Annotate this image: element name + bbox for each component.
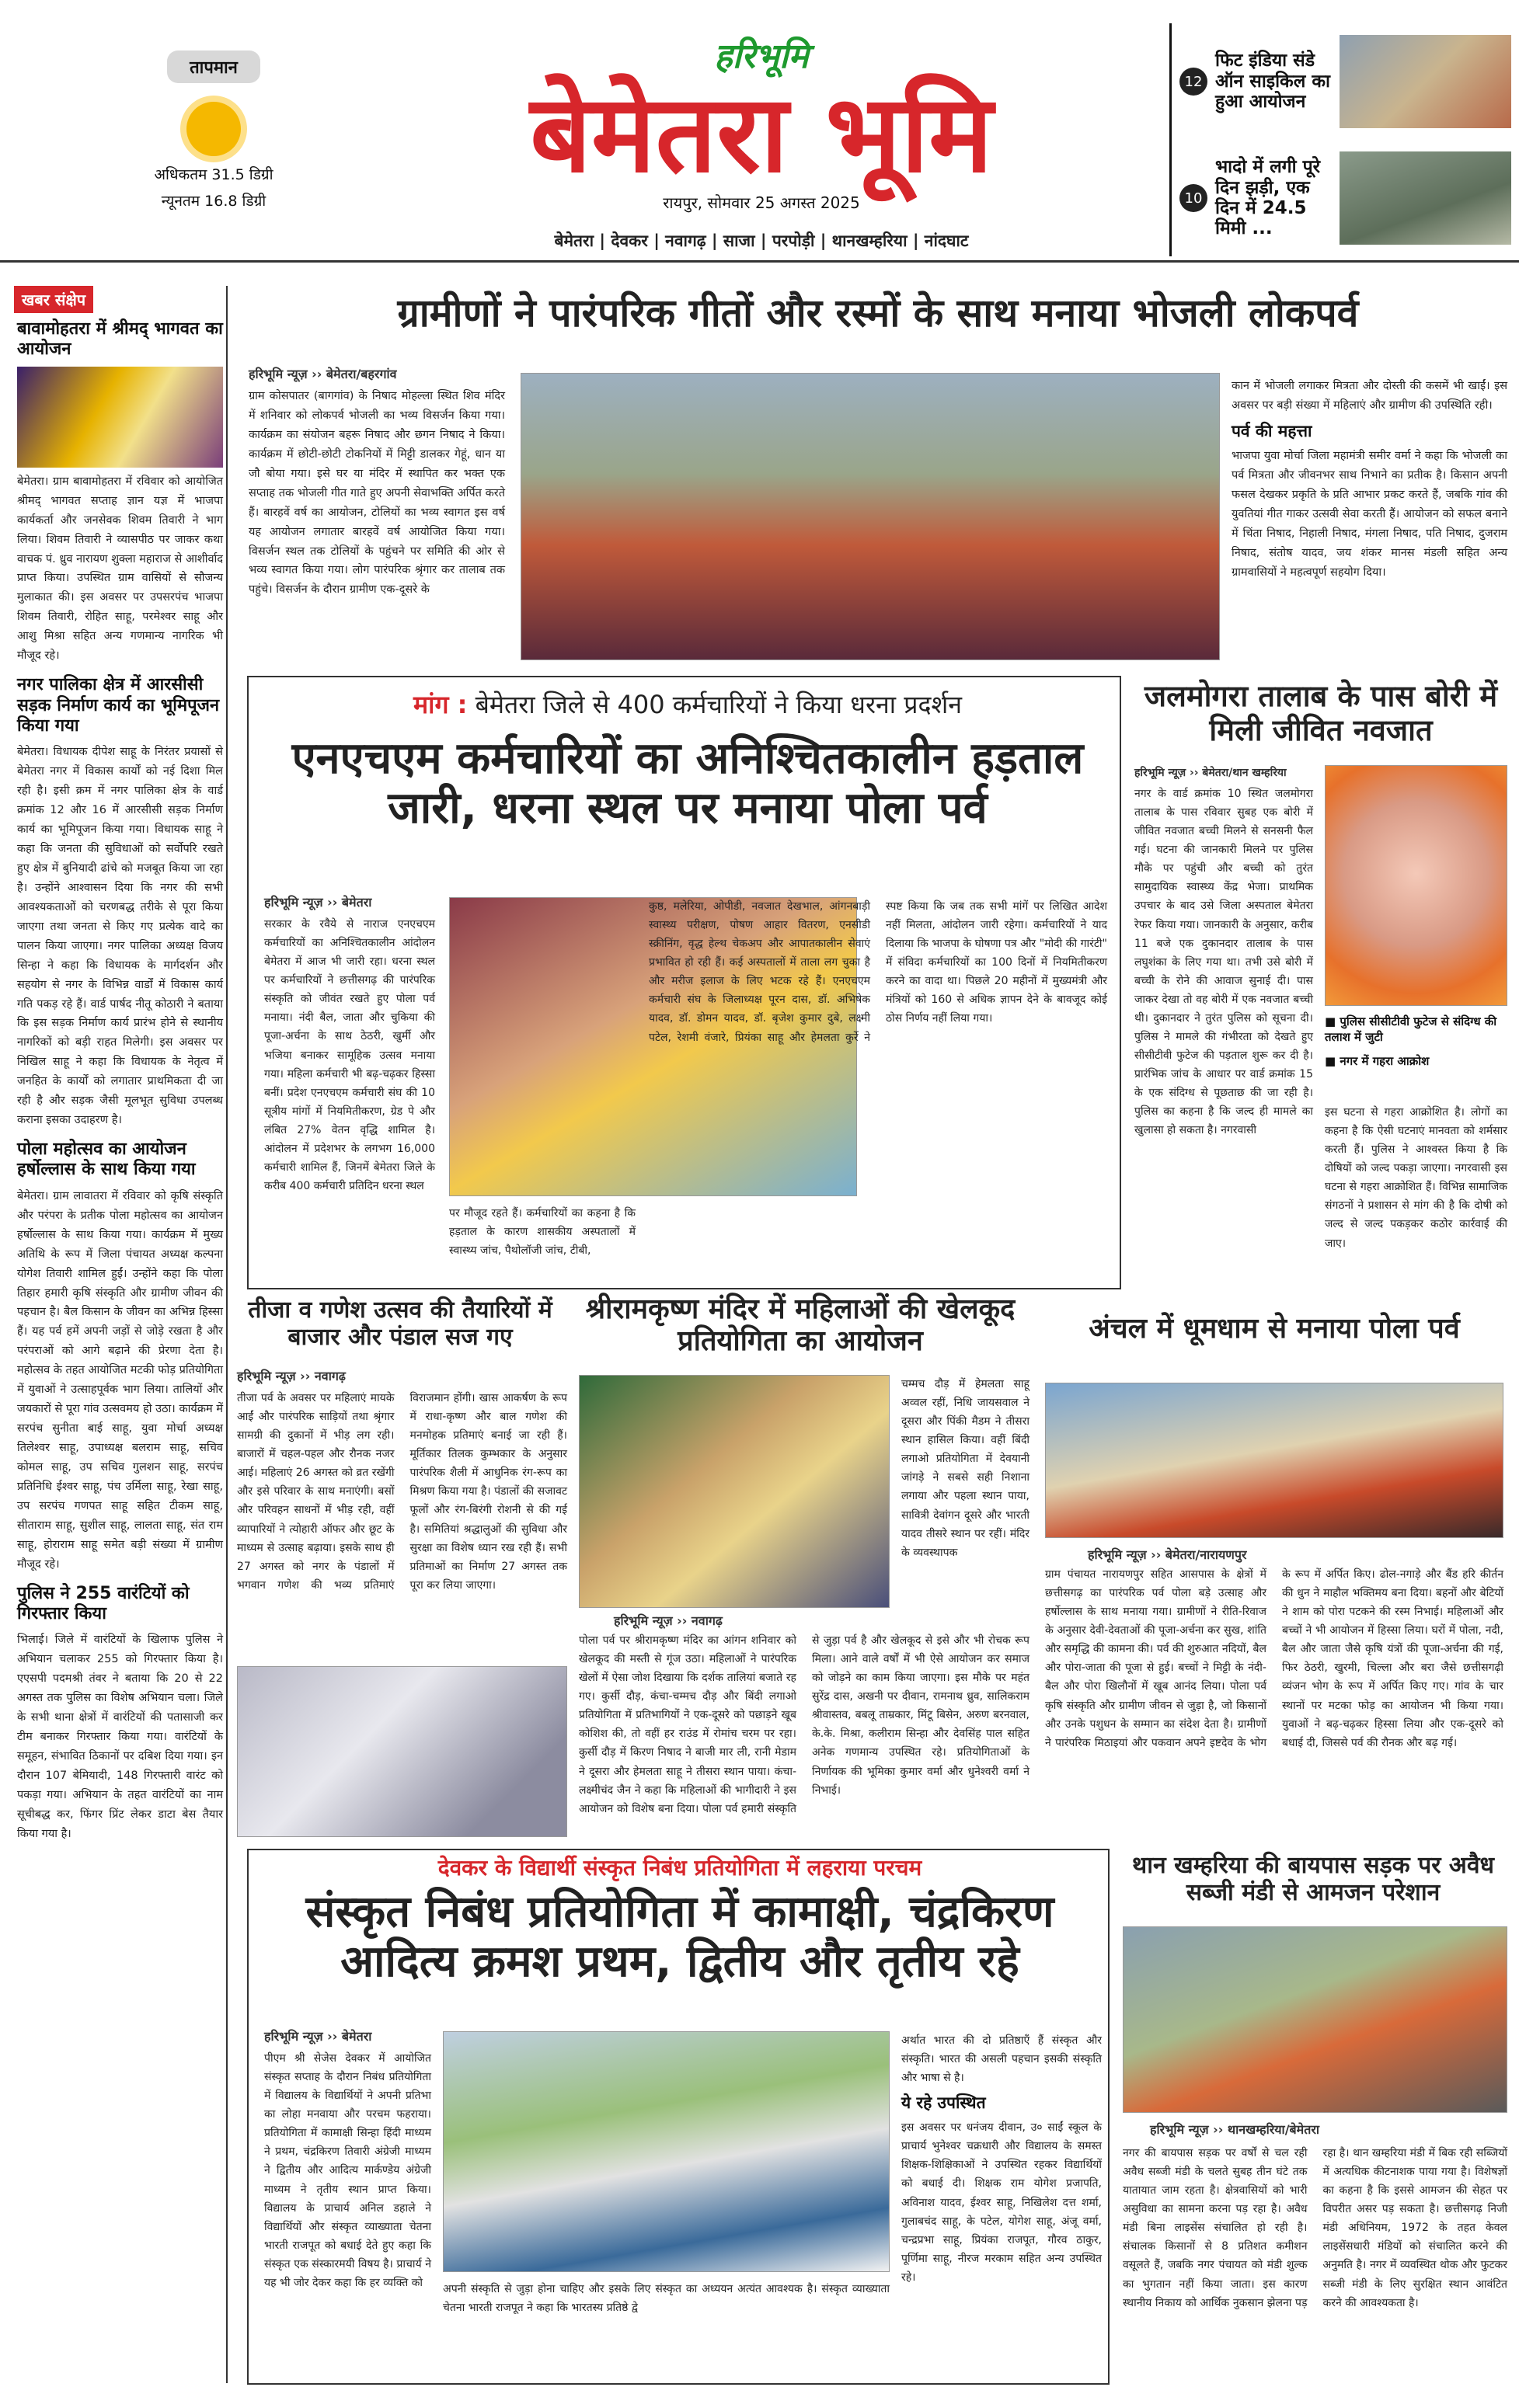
page-number-badge: 10 [1179, 184, 1207, 212]
teej-body: तीजा पर्व के अवसर पर महिलाएं मायके आईं और पारंपरिक साड़ियों तथा श्रृंगार सामग्री की दुकानों में भीड़ लग रही। बाजारों में चहल-पहल और रौनक नजर आई। महिलाएं 26 अगस्त को व्रत रखेंगी और इसे परिवार के साथ मनाएंगी। बसों और परिवहन साधनों में भीड़ रही, वहीं व्यापारियों ने त्योहारी ऑफर और छूट के माध्यम से उत्साह बढ़ाया। इसके साथ ही 27 अगस्त को नगर के पंडालों में भगवान गणेश की भव्य प्रतिमाएं विराजमान होंगी। खास आकर्षण के रूप में राधा-कृष्ण और बाल गणेश की मनमोहक प्रतिमाएं बनाई जा रही हैं। मूर्तिकार तिलक कुम्भकार के अनुसार पारंपरिक शैली में आधुनिक रंग-रूप का मिश्रण किया गया है। पंडालों की सजावट फूलों और रंग-बिरंगी रोशनी से की गई है। समितियां श्रद्धालुओं की सुविधा और सुरक्षा का विशेष ध्यान रख रही हैं। सभी प्रतिमाओं का निर्माण 27 अगस्त तक पूरा कर लिया जाएगा। [237, 1392, 567, 1592]
bypass-photo [1123, 1926, 1507, 2113]
byline: हरिभूमि न्यूज़ ›› थानखम्हरिया/बेमेतरा [1150, 2122, 1320, 2137]
news-brief-column [14, 286, 228, 2383]
brief-body: बेमेतरा। ग्राम लावातरा में रविवार को कृषि संस्कृति और परंपरा के प्रतीक पोला महोत्सव का आयोजन हर्षोल्लास के साथ किया गया। कार्यक्रम में मुख्य अतिथि के रूप में जिला पंचायत अध्यक्ष कल्पना योगेश तिवारी शामिल हुईं। उन्होंने कहा कि पोला तिहार हमारी कृषि संस्कृति और ग्रामीण जीवन की पहचान है। बैल किसान के जीवन का अभिन्न हिस्सा हैं। यह पर्व हमें अपनी जड़ों से जोड़े रखता है और परंपराओं को आगे बढ़ाने की प्रेरणा देता है। महोत्सव के तहत आयोजित मटकी फोड़ प्रतियोगिता में युवाओं ने उत्साहपूर्वक भाग लिया। तालियों और जयकारों से पूरा गांव उत्सवमय हो उठा। कार्यक्रम में सरपंच सुनीता बाई साहू, युवा मोर्चा अध्यक्ष तिलेश्वर साहू, उपाध्यक्ष बलराम साहू, सचिव कोमल साहू, उप सचिव गुलशन साहू, सरपंच प्रतिनिधि ईश्वर साहू, पंच उर्मिला साहू, रेखा साहू, उप सरपंच गणपत साहू सहित टीकम साहू, सीताराम साहू, सुशील साहू, लालता साहू, संत राम साहू, होराराम साहू समेत बड़ी संख्या में ग्रामीण मौजूद रहे। [17, 1189, 223, 1571]
baby-body: नगर के वार्ड क्रमांक 10 स्थित जलमोगरा तालाब के पास रविवार सुबह एक बोरी में जीवित नवजात बच्ची मिलने से सनसनी फैल गई। घटना की जानकारी मिलने पर पुलिस मौके पर पहुंची और बच्ची को तुरंत सामुदायिक स्वास्थ्य केंद्र भेजा। प्राथमिक उपचार के बाद उसे जिला अस्पताल बेमेतरा रेफर किया गया। जानकारी के अनुसार, करीब 11 बजे एक दुकानदार तालाब के पास लघुशंका के लिए गया था। तभी उसे बोरी में बच्ची के रोने की आवाज सुनाई दी। पास जाकर देखा तो वह बोरी में एक नवजात बच्ची थी। दुकानदार ने तुरंत पुलिस को सूचना दी। पुलिस ने मामले की गंभीरता को देखते हुए सीसीटीवी फुटेज की पड़ताल शुरू कर दी है। प्रारंभिक जांच के आधार पर वार्ड क्रमांक 15 के एक संदिग्ध से पूछताछ की जा रही है। पुलिस का कहना है कि जल्द ही मामले का खुलासा हो सकता है। नगरवासी [1134, 788, 1313, 1137]
teaser-photo [1340, 151, 1511, 245]
teaser-item[interactable] [1172, 140, 1511, 256]
sanskrit-article-left [264, 2027, 431, 2377]
bullet-text: पुलिस सीसीटीवी फुटेज से संदिग्ध की तलाश में जुटी [1325, 1014, 1497, 1045]
bypass-headline: थान खम्हरिया की बायपास सड़क पर अवैध सब्जी मंडी से आमजन परेशान [1132, 1852, 1494, 1906]
sanskrit-article-right [901, 2031, 1102, 2381]
brand-title: बेमेतरा भूमि [530, 70, 993, 197]
lead-article-right [1232, 377, 1507, 672]
ramkrishna-body-right: चम्मच दौड़ में हेमलता साहू अव्वल रहीं, निधि जायसवाल ने दूसरा और पिंकी मैडम ने तीसरा स्थान हासिल किया। वहीं बिंदी लगाओ प्रतियोगिता में देवयानी जांगड़े ने सबसे सही निशाना लगाया और पहला स्थान पाया, सावित्री देवांगन दूसरे और भारती यादव तीसरे स्थान पर रहीं। मंदिर के व्यवस्थापक [901, 1378, 1030, 1559]
temp-min: न्यूनतम 16.8 डिग्री [161, 193, 267, 210]
teaser-box [1169, 23, 1511, 256]
byline: हरिभूमि न्यूज़ ›› बेमेतरा/बहरगांव [249, 367, 397, 381]
kicker-label: मांग : [413, 690, 468, 719]
sanskrit-body-left: पीएम श्री सेजेस देवकर में आयोजित संस्कृत सप्ताह के दौरान निबंध प्रतियोगिता में विद्यालय के विद्यार्थियों ने अपनी प्रतिभा का लोहा मनवाया और परचम फहराया। प्रतियोगिता में कामाक्षी सिन्हा हिंदी माध्यम ने प्रथम, चंद्रकिरण तिवारी अंग्रेजी माध्यम ने द्वितीय और आदित्य मार्कण्डेय अंग्रेजी माध्यम ने तृतीय स्थान प्राप्त किया। विद्यालय के प्राचार्य अनिल डहाले ने विद्यार्थियों और संस्कृत व्याख्याता चेतना भारती राजपूत को बधाई देते हुए कहा कि संस्कृत एक संस्कारमयी विषय है। प्राचार्य ने यह भी जोर देकर कहा कि हर व्यक्ति को [264, 2052, 431, 2289]
nhm-caption: पर मौजूद रहते हैं। कर्मचारियों का कहना है कि हड़ताल के कारण शासकीय अस्पतालों में स्वास्थ्य जांच, पैथोलॉजी जांच, टीबी, [449, 1207, 636, 1258]
lead-headline: ग्रामीणों ने पारंपरिक गीतों और रस्मों के साथ मनाया भोजली लोकपर्व [397, 291, 1359, 336]
teej-photo [237, 1666, 567, 1837]
subhead: पर्व की महत्ता [1232, 421, 1312, 440]
baby-headline: जलमोगरा तालाब के पास बोरी में मिली जीवित नवजात [1144, 679, 1498, 747]
brief-headline: पुलिस ने 255 वारंटियों को गिरफ्तार किया [17, 1583, 190, 1623]
brief-headline: नगर पालिका क्षेत्र में आरसीसी सड़क निर्माण कार्य का भूमिपूजन किया गया [17, 675, 220, 736]
teej-article [237, 1367, 567, 1662]
weather-label: तापमान [167, 50, 260, 83]
brief-body: भिलाई। जिले में वारंटियों के खिलाफ पुलिस ने अभियान चलाकर 255 को गिरफ्तार किया है। एएसपी पदमश्री तंवर ने बताया कि 20 से 22 अगस्त तक पुलिस का विशेष अभियान चला। जिले के सभी थाना क्षेत्रों में वारंटियों की पतासाजी कर टीम बनाकर गिरफ्तार किया गया। वारंटियों के समूहन, संभावित ठिकानों पर दबिश दिया गया। इन दौरान 107 बेमियादी, 148 गिरफ्तारी वारंट को पकड़ा गया। अभियान के तहत वारंटियों का नाम सूचीबद्ध कर, फिंगर प्रिंट लेकर डाटा बेस तैयार किया गया है। [17, 1634, 223, 1840]
ramkrishna-photo [579, 1375, 890, 1608]
lead-article [249, 365, 505, 660]
nhm-kicker-line [264, 687, 1111, 721]
nhm-kicker: बेमेतरा जिले से 400 कर्मचारियों ने किया धरना प्रदर्शन [475, 690, 962, 719]
temp-max: अधिकतम 31.5 डिग्री [154, 166, 273, 183]
bullet-item: ■ नगर में गहरा आक्रोश [1325, 1053, 1430, 1068]
pola-photo [1045, 1383, 1503, 1538]
lead-body-right2: भाजपा युवा मोर्चा जिला महामंत्री समीर वर्मा ने कहा कि भोजली का पर्व मित्रता और जीवनभर साथ निभाने का प्रतीक है। किसान अपनी फसल देखकर प्रकृति के प्रति आभार प्रकट करते हैं, जबकि गांव की युवतियां गीत गाकर उत्सवी सेवा करती हैं। आयोजन को सफल बनाने में चिंता निषाद, निहाली निषाद, मंगला निषाद, पति निषाद, दुजराम निषाद, संतोष यादव, जय शंकर मानस मंडली सहित अन्य ग्रामवासियों ने महत्वपूर्ण सहयोग दिया। [1232, 449, 1507, 579]
bullet-text: नगर में गहरा आक्रोश [1340, 1053, 1430, 1068]
lead-body: ग्राम कोसपातर (बागगांव) के निषाद मोहल्ला स्थित शिव मंदिर में शनिवार को लोकपर्व भोजली का भव्य विसर्जन किया गया। कार्यक्रम का संयोजन बहरू निषाद और छगन निषाद ने किया। कार्यक्रम में छोटी-छोटी टोकनियों में मिट्टी डालकर गेहूं, धान या जौ बोया गया। इसे घर या मंदिर में स्थापित कर भक्त एक सप्ताह तक भोजली गीत गाते हुए अपनी सेवाभक्ति अर्पित करते हैं। बारहवें वर्ष का आयोजन, टोलियों का भव्य स्वागत इस वर्ष यह आयोजन लगातार बारहवें वर्ष आयोजित किया गया। विसर्जन स्थल तक टोलियों के पहुंचने पर समिति की ओर से भव्य स्वागत किया गया। लोग पारंपरिक श्रृंगार कर तालाब तक पहुंचे। विसर्जन के दौरान ग्रामीण एक-दूसरे के [249, 390, 505, 597]
nhm-body-left: सरकार के रवैये से नाराज एनएचएम कर्मचारियों का अनिश्चितकालीन आंदोलन बेमेतरा में आज भी जारी रहा। धरना स्थल पर कर्मचारियों ने छत्तीसगढ़ की पारंपरिक संस्कृति को जीवंत रखते हुए पोला पर्व मनाया। नंदी बैल, जाता और चुकिया की पूजा-अर्चना के साथ ठेठरी, खुर्मी और भजिया बनाकर सामूहिक उत्सव मनाया गया। महिला कर्मचारी भी बढ़-चढ़कर हिस्सा बनीं। प्रदेश एनएचएम कर्मचारी संघ की 10 सूत्रीय मांगों में नियमितीकरण, ग्रेड पे और लंबित 27% वेतन वृद्धि शामिल है। आंदोलन में प्रदेशभर के लगभग 16,000 कर्मचारी शामिल हैं, जिनमें बेमेतरा जिले के करीब 400 कर्मचारी प्रतिदिन धरना स्थल [264, 918, 435, 1193]
brief-body: बेमेतरा। विधायक दीपेश साहू के निरंतर प्रयासों से बेमेतरा नगर में विकास कार्यों को नई दिशा मिल रही है। इसी क्रम में नगर पालिका क्षेत्र के वार्ड क्रमांक 12 और 16 में आरसीसी सड़क निर्माण कार्य का भूमिपूजन किया गया। विधायक साहू ने कहा कि जनता की सुविधाओं को सर्वोपरि रखते हुए क्षेत्र में बुनियादी ढांचे को मजबूत किया जा रहा है। उन्होंने आश्वासन दिया कि नगर की सभी आवश्यकताओं को चरणबद्ध तरीके से पूरा किया जाएगा तथा जनता से किए गए प्रत्येक वादे का पालन किया जाएगा। नगर पालिका अध्यक्ष विजय सिन्हा ने कहा कि विधायक के मार्गदर्शन और सहयोग से नगर के विभिन्न वार्डों में विकास कार्य गति पकड़ रहे हैं। वार्ड पार्षद नीतू कोठारी ने बताया कि इस सड़क निर्माण कार्य प्रारंभ होने से स्थानीय नागरिकों को बड़ी राहत मिलेगी। इस अवसर पर निखिल साहू ने कहा कि विधायक के नेतृत्व में जनहित के कार्यों को लगातार प्राथमिकता दी जा रही है और सड़क जैसी मूलभूत सुविधा उपलब्ध कराना इसका उदाहरण है। [17, 746, 223, 1127]
byline: हरिभूमि न्यूज़ ›› बेमेतरा/थान खम्हरिया [1134, 767, 1287, 779]
pola-body: ग्राम पंचायत नारायणपुर सहित आसपास के क्षेत्रों में छत्तीसगढ़ का पारंपरिक पर्व पोला बड़े उत्साह और हर्षोल्लास के साथ मनाया गया। ग्रामीणों ने रीति-रिवाज के अनुसार देवी-देवताओं की पूजा-अर्चना कर सुख, शांति और समृद्धि की कामना की। पर्व की शुरुआत नदियों, बैल और पोरा-जाता की पूजा से हुई। बच्चों ने मिट्टी के नंदी-बैल और पोरा खिलौनों में खूब आनंद लिया। पोला पर्व कृषि संस्कृति और ग्रामीण जीवन से जुड़ा है, जो किसानों और उनके पशुधन के सम्मान का संदेश देता है। ग्रामीणों ने पारंपरिक मिठाइयां और पकवान अपने इष्टदेव के भोग के रूप में अर्पित किए। ढोल-नगाड़े और बैंड हरि कीर्तन की धुन ने माहौल भक्तिमय बना दिया। बहनों और बेटियों ने शाम को पोरा पटकने की रस्म निभाई। महिलाओं और बच्चों ने भी आयोजन में हिस्सा लिया। घरों में पोला, नदी, बैल और जाता जैसे कृषि यंत्रों की पूजा-अर्चना की गई, फिर ठेठरी, खुरमी, चिल्ला और बरा जैसे छत्तीसगढ़ी व्यंजन भोग के रूप में अर्पित किए गए। गांव के चार स्थानों पर मटका फोड़ का आयोजन भी किया गया। युवाओं ने बढ़-चढ़कर हिस्सा लिया और एक-दूसरे को बधाई दी, जिससे पर्व की रौनक और बढ़ गई। [1045, 1568, 1503, 1749]
brief-headline: पोला महोत्सव का आयोजन हर्षोल्लास के साथ किया गया [17, 1140, 196, 1180]
byline: हरिभूमि न्यूज़ ›› बेमेतरा [264, 2029, 372, 2044]
byline: हरिभूमि न्यूज़ ›› बेमेतरा/नारायणपुर [1088, 1547, 1247, 1562]
weather-box [117, 50, 311, 229]
nhm-article-left [264, 893, 435, 1282]
town-list: बेमेतरा | देवकर | नवागढ़ | साजा | परपोड़ी | थानखम्हरिया | नांदघाट [554, 231, 969, 250]
baby-photo [1325, 765, 1507, 1006]
teaser-title: भादो में लगी पूरे दिन झड़ी, एक दिन में 24.5 मिमी ... [1215, 157, 1321, 239]
teaser-title: फिट इंडिया संडे ऑन साइकिल का हुआ आयोजन [1215, 50, 1330, 113]
sanskrit-body-right2: इस अवसर पर धनंजय दीवान, उ० साईं स्कूल के प्राचार्य भुनेश्वर चक्रधारी और विद्यालय के समस्त शिक्षक-शिक्षिकाओं ने उपस्थित रहकर विद्यार्थियों को बधाई दी। शिक्षक राम योगेश प्रजापति, अविनाश यादव, ईश्वर साहू, निखिलेश दत्त शर्मा, गुलाबचंद साहू, के पटेल, योगेश साहू, अंजू वर्मा, चन्द्रप्रभा साहू, प्रियंका राजपूत, गौरव ठाकुर, पूर्णिमा साहू, नीरज मरकाम सहित अन्य उपस्थित रहे। [901, 2121, 1102, 2284]
bullet-item: ■ पुलिस सीसीटीवी फुटेज से संदिग्ध की तलाश में जुटी [1325, 1014, 1497, 1045]
sun-icon [186, 102, 241, 156]
teej-headline: तीजा व गणेश उत्सव की तैयारियों में बाजार और पंडाल सज गए [248, 1296, 552, 1351]
masthead [435, 31, 1088, 249]
nhm-body-right: कुष्ठ, मलेरिया, ओपीडी, नवजात देखभाल, आंगनबाड़ी स्वास्थ्य परीक्षण, पोषण आहार वितरण, एनसीडी स्क्रीनिंग, वृद्ध हेल्थ चेकअप और आपातकालीन सेवाएं प्रभावित हो रही हैं। कई अस्पतालों में ताला लग चुका है और मरीज इलाज के लिए भटक रहे हैं। एनएचएम कर्मचारी संघ के जिलाध्यक्ष पूरन दास, डॉ. अभिषेक यादव, डॉ. डोमन यादव, डॉ. बृजेश कुमार दुबे, लक्ष्मी पटेल, रेशमी वंजारे, प्रियंका साहू और हेमलता कुर्रे ने स्पष्ट किया कि जब तक सभी मांगें पर लिखित आदेश नहीं मिलता, आंदोलन जारी रहेगा। कर्मचारियों ने याद दिलाया कि भाजपा के घोषणा पत्र और "मोदी की गारंटी" में संविदा कर्मचारियों का 100 दिनों में नियमितीकरण करने का वादा था। पिछले 20 महीनों में मुख्यमंत्री और मंत्रियों को 160 से अधिक ज्ञापन देने के बावजूद कोई ठोस निर्णय नहीं लिया गया। [649, 900, 1107, 1044]
teaser-photo [1340, 35, 1511, 128]
byline: हरिभूमि न्यूज़ ›› बेमेतरा [264, 895, 372, 910]
byline: हरिभूमि न्यूज़ ›› नवागढ़ [237, 1369, 346, 1383]
brief-tag: खबर संक्षेप [14, 286, 93, 313]
lead-photo [521, 373, 1220, 660]
brief-body: बेमेतरा। ग्राम बावामोहतरा में रविवार को आयोजित श्रीमद् भागवत सप्ताह ज्ञान यज्ञ में भाजपा कार्यकर्ता और जनसेवक शिवम तिवारी ने भाग लिया। शिवम तिवारी ने व्यासपीठ पर जाकर कथा वाचक पं. ध्रुव नारायण शुक्ला महाराज से आशीर्वाद प्राप्त किया। उपस्थित ग्राम वासियों से सौजन्य मुलाकात की। इस अवसर पर उपसरपंच भाजपा शिवम तिवारी, रोहित साहू, परमेश्वर साहू और आशु मिश्रा सहित अन्य गणमान्य नागरिक भी मौजूद रहे। [17, 475, 223, 663]
ramkrishna-body: पोला पर्व पर श्रीरामकृष्ण मंदिर का आंगन शनिवार को खेलकूद की मस्ती से गूंज उठा। महिलाओं ने पारंपरिक खेलों में ऐसा जोश दिखाया कि दर्शक तालियां बजाते रह गए। कुर्सी दौड़, कंचा-चम्मच दौड़ और बिंदी लगाओ प्रतियोगिता में प्रतिभागियों ने एक-दूसरे को पछाड़ने खूब कोशिश की, तो वहीं हर राउंड में रोमांच चरम पर रहा। कुर्सी दौड़ में किरण निषाद ने बाजी मार ली, रानी मेडाम ने दूसरा और हेमलता साहू ने तीसरा स्थान पाया। कंचा-लक्ष्मीचंद जैन ने कहा कि महिलाओं की भागीदारी ने इस आयोजन को विशेष बना दिया। पोला पर्व हमारी संस्कृति से जुड़ा पर्व है और खेलकूद से इसे और भी रोचक रूप मिला। आने वाले वर्षों में भी ऐसे आयोजन कर समाज को जोड़ने का काम किया जाएगा। इस मौके पर महंत सुरेंद्र दास, अखनी पर दीवान, रामनाथ ध्रुव, सालिकराम श्रीवास्तव, बबलू ताम्रकार, मिंटू बिसेन, अरुण बरनवाल, के.के. मिश्रा, कलीराम सिन्हा और देवसिंह पाल सहित अनेक गणमान्य उपस्थित रहे। प्रतियोगिताओं के निर्णायक की भूमिका कुमार वर्मा और धुनेश्वरी वर्मा ने निभाई। [579, 1634, 1030, 1815]
brief-headline: बावामोहतरा में श्रीमद् भागवत का आयोजन [17, 319, 223, 360]
baby-article [1134, 765, 1313, 1286]
sanskrit-photo [443, 2031, 890, 2272]
byline: हरिभूमि न्यूज़ ›› नवागढ़ [614, 1613, 723, 1628]
pola-headline: अंचल में धूमधाम से मनाया पोला पर्व [1089, 1313, 1460, 1345]
page-number-badge: 12 [1179, 68, 1207, 96]
baby-body-2: इस घटना से गहरा आक्रोशित है। लोगों का कहना है कि ऐसी घटनाएं मानवता को शर्मसार करती हैं। पुलिस ने आश्वस्त किया है कि दोषियों को जल्द पकड़ा जाएगा। नगरवासी इस घटना से गहरा आक्रोशित हैं। विभिन्न सामाजिक संगठनों ने प्रशासन से मांग की है कि दोषी को जल्द से जल्द पकड़कर कठोर कार्रवाई की जाए। [1325, 1106, 1507, 1250]
brand-small: हरिभूमि [714, 37, 809, 76]
masthead-rule [0, 260, 1519, 263]
lead-body-right: कान में भोजली लगाकर मित्रता और दोस्ती की कसमें भी खाईं। इस अवसर पर बड़ी संख्या में महिलाएं और ग्रामीण की उपस्थिति रही। [1232, 380, 1507, 412]
teaser-item[interactable] [1172, 23, 1511, 140]
ramkrishna-headline: श्रीरामकृष्ण मंदिर में महिलाओं की खेलकूद प्रतियोगिता का आयोजन [585, 1293, 1016, 1358]
brief-photo [17, 367, 223, 468]
bypass-body: नगर की बायपास सड़क पर वर्षों से चल रही अवैध सब्जी मंडी के चलते सुबह तीन घंटे तक यातायात जाम रहता है। क्षेत्रवासियों को भारी असुविधा का सामना करना पड़ रहा है। अवैध मंडी बिना लाइसेंस संचालित हो रही है। संचालक किसानों से 8 प्रतिशत कमीशन वसूलते हैं, जबकि नगर पंचायत को मंडी शुल्क का भुगतान नहीं किया जाता। इस कारण स्थानीय निकाय को आर्थिक नुकसान झेलना पड़ रहा है। थान खम्हरिया मंडी में बिक रही सब्जियों में अत्यधिक कीटनाशक पाया गया है। विशेषज्ञों का कहना है कि इससे आमजन की सेहत पर विपरीत असर पड़ सकता है। छत्तीसगढ़ निजी मंडी अधिनियम, 1972 के तहत केवल लाइसेंसधारी मंडियों को संचालित करने की अनुमति है। नगर में व्यवस्थित थोक और फुटकर सब्जी मंडी के लिए सुरक्षित स्थान आवंटित करने की आवश्यकता है। [1123, 2147, 1507, 2309]
dateline: रायपुर, सोमवार 25 अगस्त 2025 [663, 193, 860, 212]
sanskrit-headline: संस्कृत निबंध प्रतियोगिता में कामाक्षी, चंद्रकिरण आदित्य क्रमश प्रथम, द्वितीय और तृतीय रहे [305, 1887, 1054, 1988]
baby-bullets [1325, 1014, 1507, 1069]
sanskrit-caption: अपनी संस्कृति से जुड़ा होना चाहिए और इसके लिए संस्कृत का अध्ययन अत्यंत आवश्यक है। संस्कृत व्याख्याता चेतना भारती राजपूत ने कहा कि भारतस्य प्रतिष्ठे द्वे [443, 2283, 890, 2315]
nhm-headline: एनएचएम कर्मचारियों का अनिश्चितकालीन हड़ताल जारी, धरना स्थल पर मनाया पोला पर्व [291, 733, 1084, 834]
sanskrit-kicker: देवकर के विद्यार्थी संस्कृत निबंध प्रतियोगिता में लहराया परचम [437, 1855, 922, 1881]
sanskrit-body-right: अर्थात भारत की दो प्रतिष्ठाएँ हैं संस्कृत और संस्कृति। भारत की असली पहचान इसकी संस्कृति और भाषा से है। [901, 2034, 1102, 2085]
subhead: ये रहे उपस्थित [901, 2093, 986, 2113]
